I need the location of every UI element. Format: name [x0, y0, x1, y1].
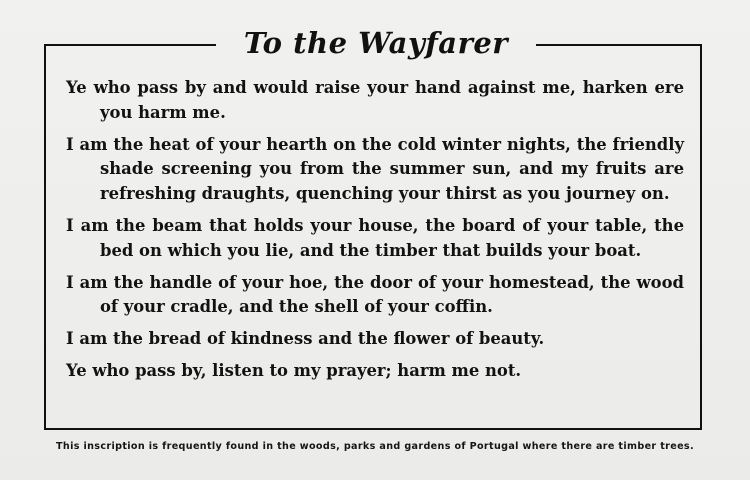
- paragraph-6: Ye who pass by, listen to my prayer; harm me not.: [66, 360, 522, 380]
- paragraph-3: I am the beam that holds your house, the board of your table, the bed on which you lie, and the timber that builds your boat.: [66, 215, 684, 260]
- paragraph-1: Ye who pass by and would raise your hand against me, harken ere you harm me.: [66, 78, 684, 122]
- paragraph-4: I am the handle of your hoe, the door of your homestead, the wood of your cradle, and the shell of your coffin.: [66, 272, 684, 317]
- footnote: This inscription is frequently found in the woods, parks and gardens of Portugal where there are timber trees.: [56, 441, 694, 452]
- top-rule-right: [536, 44, 702, 46]
- inscription-body: [66, 76, 684, 391]
- paragraph-5: I am the bread of kindness and the flower of beauty.: [66, 329, 545, 349]
- paragraph-2: I am the heat of your hearth on the cold winter nights, the friendly shade screening you from the summer sun, and my fruits are refreshing draughts, quenching your thirst as you journey on.: [66, 134, 684, 204]
- page-title: To the Wayfarer: [243, 26, 509, 60]
- top-rule-left: [44, 44, 216, 46]
